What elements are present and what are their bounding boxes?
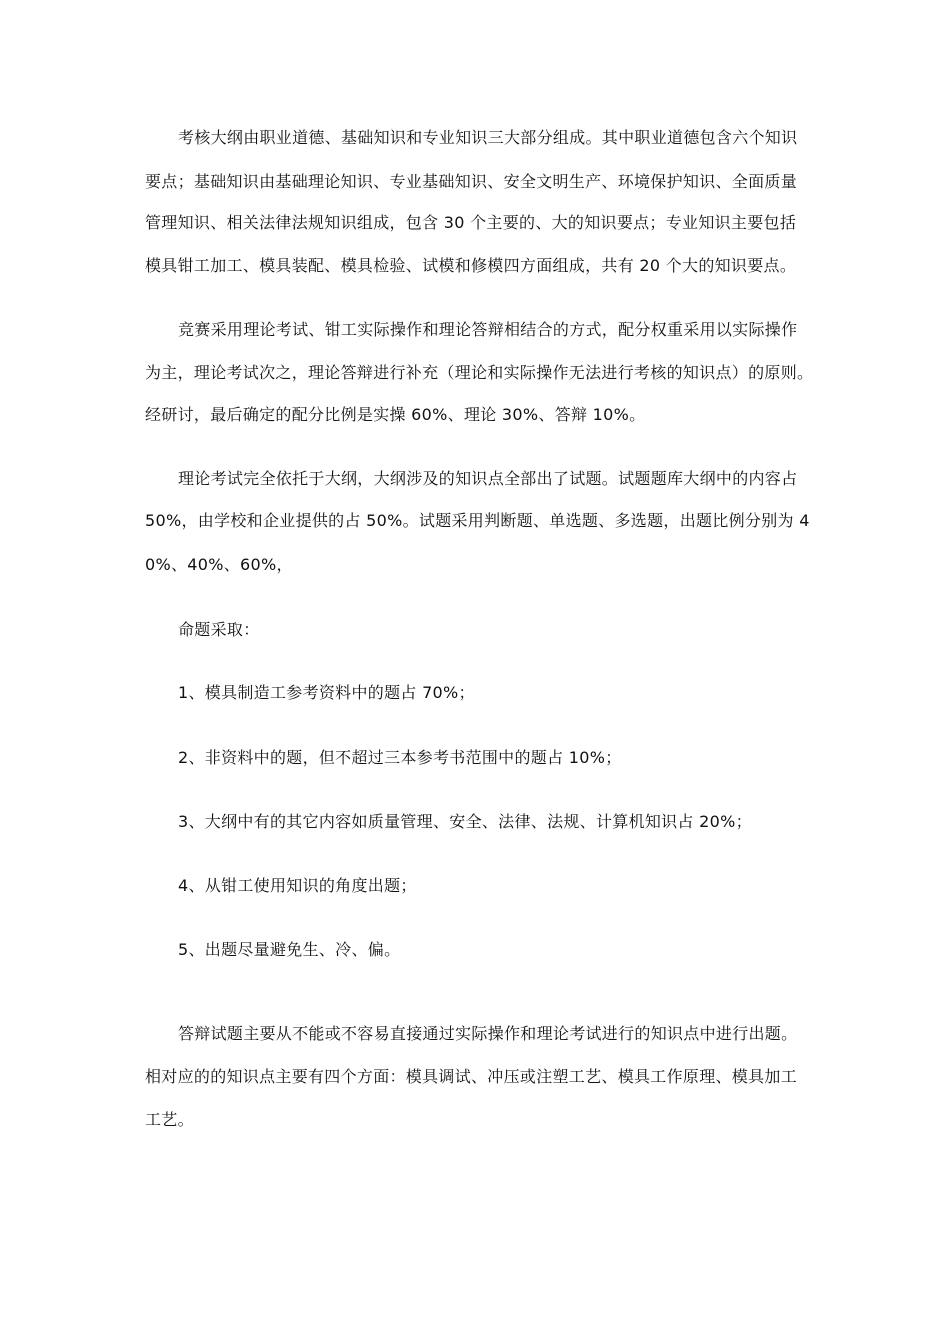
paragraph-line: 50%，由学校和企业提供的占 50%。试题采用判断题、单选题、多选题，出题比例分别为 4 [145,511,810,530]
paragraph-line: 要点；基础知识由基础理论知识、专业基础知识、安全文明生产、环境保护知识、全面质量 [145,172,798,191]
paragraph-line: 工艺。 [145,1110,194,1129]
paragraph-line: 相对应的的知识点主要有四个方面：模具调试、冲压或注塑工艺、模具工作原理、模具加工 [145,1067,798,1086]
list-item: 4、从钳工使用知识的角度出题； [178,876,417,895]
paragraph-line: 竞赛采用理论考试、钳工实际操作和理论答辩相结合的方式，配分权重采用以实际操作 [178,320,798,339]
paragraph-line: 模具钳工加工、模具装配、模具检验、试模和修模四方面组成，共有 20 个大的知识要点。 [145,256,797,275]
list-item: 1、模具制造工参考资料中的题占 70%； [178,683,475,702]
paragraph-line: 经研讨，最后确定的配分比例是实操 60%、理论 30%、答辩 10%。 [145,405,646,424]
paragraph-line: 管理知识、相关法律法规知识组成，包含 30 个主要的、大的知识要点；专业知识主要包括 [145,213,797,232]
paragraph-line: 答辩试题主要从不能或不容易直接通过实际操作和理论考试进行的知识点中进行出题。 [178,1024,798,1043]
paragraph-line: 理论考试完全依托于大纲，大纲涉及的知识点全部出了试题。试题题库大纲中的内容占 [178,469,798,488]
paragraph-line: 考核大纲由职业道德、基础知识和专业知识三大部分组成。其中职业道德包含六个知识 [178,128,798,147]
list-item: 3、大纲中有的其它内容如质量管理、安全、法律、法规、计算机知识占 20%； [178,812,752,831]
list-item: 5、出题尽量避免生、冷、偏。 [178,940,401,959]
list-item: 2、非资料中的题，但不超过三本参考书范围中的题占 10%； [178,748,622,767]
paragraph-line: 为主，理论考试次之，理论答辩进行补充（理论和实际操作无法进行考核的知识点）的原则。 [145,363,814,382]
paragraph-line: 0%、40%、60%， [145,555,293,574]
paragraph-proposition-heading: 命题采取： [178,620,260,639]
